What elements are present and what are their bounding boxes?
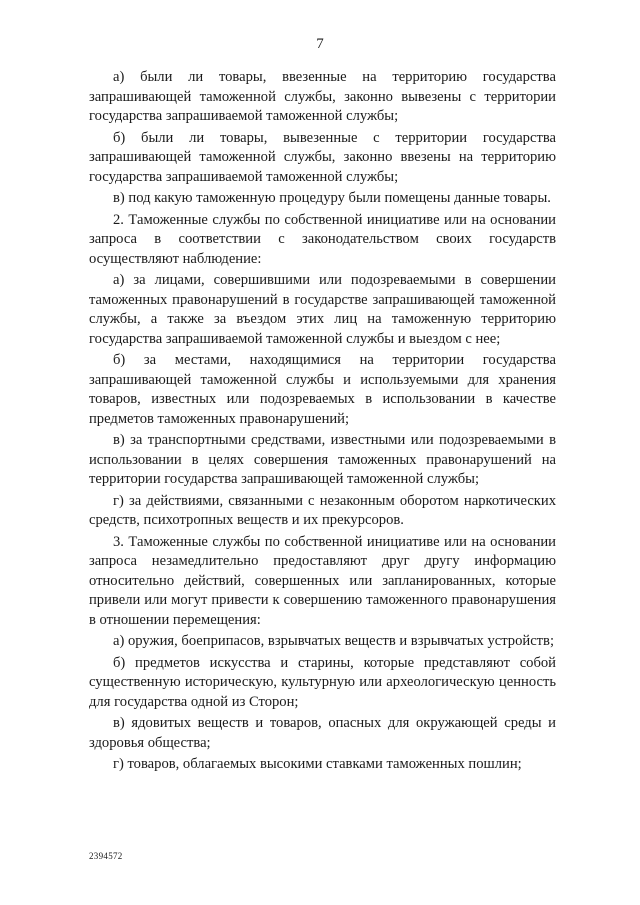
paragraph-1a: а) были ли товары, ввезенные на территорию государства запрашивающей таможенной службы, законно вывезены с территории государства запрашиваемой таможенной службы; [89,69,556,124]
paragraph-2v: в) за транспортными средствами, известными или подозреваемыми в использовании в целях совершения таможенных правонарушений на территории государства запрашивающей таможенной службы; [89,432,556,487]
paragraph-2a: а) за лицами, совершившими или подозреваемыми в совершении таможенных правонарушений в государстве запрашивающей таможенной службы, а также за въездом этих лиц на таможенную территорию государства запрашиваемой таможенной службы и выездом с нее; [89,272,556,347]
page-number: 7 [316,36,324,52]
document-code: 2394572 [89,851,123,861]
paragraph-3: 3. Таможенные службы по собственной инициативе или на основании запроса незамедлительно предоставляют друг другу информацию относительно действий, совершенных или запланированных, которые привели или могут привести к совершению таможенного правонарушения в отношении перемещения: [89,533,556,628]
paragraph-2: 2. Таможенные службы по собственной инициативе или на основании запроса в соответствии с законодательством своих государств осуществляют наблюдение: [89,211,556,267]
paragraph-3g: г) товаров, облагаемых высокими ставками таможенных пошлин; [113,756,522,772]
paragraph-3b: б) предметов искусства и старины, которые представляют собой существенную историческую, культурную или археологическую ценность для государства одной из Сторон; [89,654,556,710]
paragraph-1v: в) под какую таможенную процедуру были помещены данные товары. [113,190,551,206]
paragraph-1b: б) были ли товары, вывезенные с территории государства запрашивающей таможенной службы, законно ввезены на территорию государства запрашиваемой таможенной службы; [89,129,556,185]
paragraph-2b: б) за местами, находящимися на территории государства запрашивающей таможенной службы и используемыми для хранения товаров, известных или подозреваемых в использовании в качестве предметов таможенных правонарушений; [89,352,556,427]
document-body [89,68,556,777]
paragraph-3a: а) оружия, боеприпасов, взрывчатых веществ и взрывчатых устройств; [113,633,555,649]
paragraph-3v: в) ядовитых веществ и товаров, опасных для окружающей среды и здоровья общества; [89,715,556,751]
paragraph-2g: г) за действиями, связанными с незаконным оборотом наркотических средств, психотропных веществ и их прекурсоров. [89,492,556,528]
